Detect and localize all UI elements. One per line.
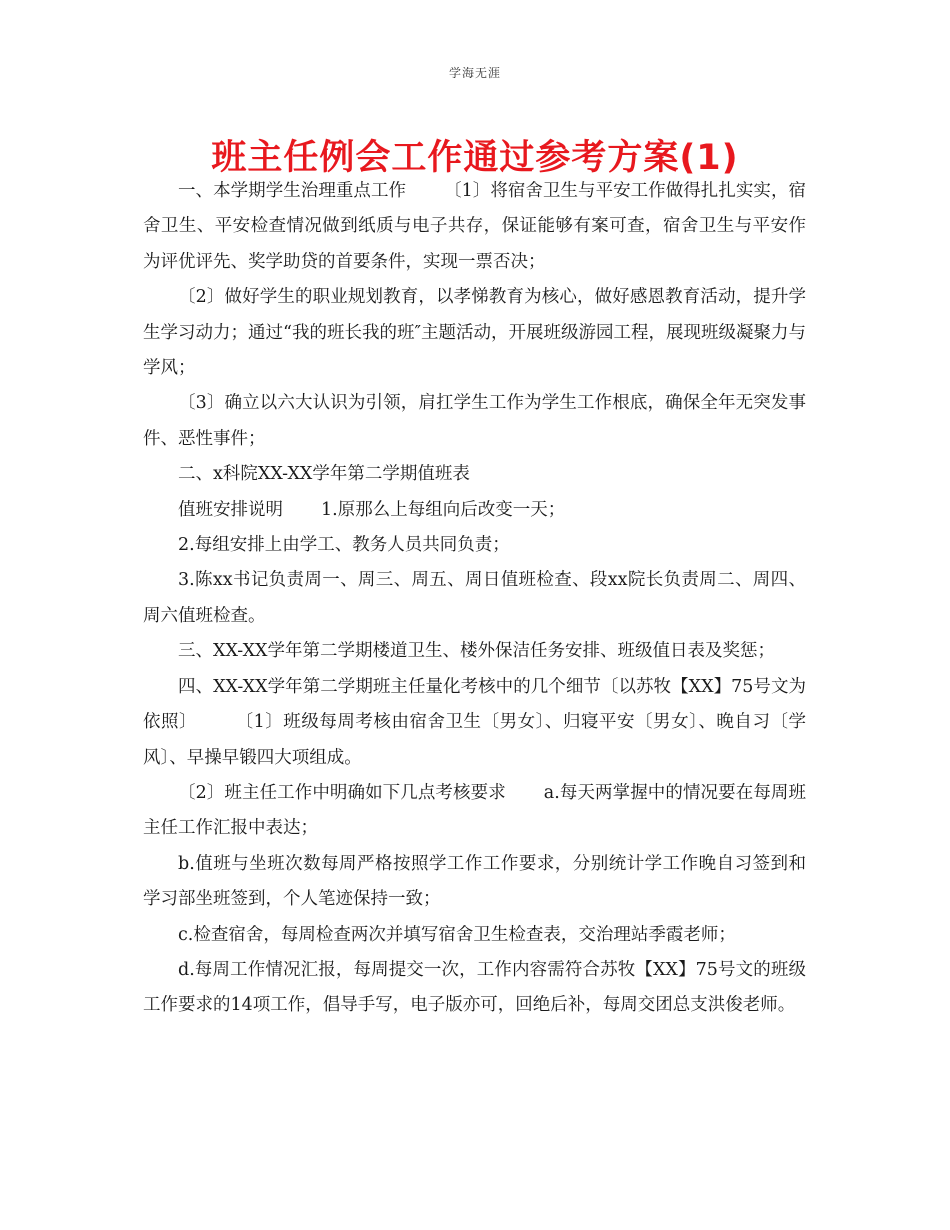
paragraph	[143, 280, 806, 386]
paragraph-lead: 一、本学期学生治理重点工作	[178, 181, 407, 201]
paragraph-text: 1.原那么上每组向后改变一天；	[321, 499, 566, 520]
paragraph-lead: 四、XX-XX学年第二学期班主任量化考核中的几个细节〔以苏牧【XX】75号文为依照〕	[143, 676, 806, 733]
paragraph-text: 3.陈xx书记负责周一、周三、周五、周日值班检查、段xx院长负责周二、周四、周六值班检查。	[143, 570, 806, 626]
paragraph-text: 〔1〕班级每周考核由宿舍卫生〔男女〕、归寝平安〔男女〕、晚自习〔学风〕、早操早锻四大项组成。	[143, 712, 806, 768]
paragraph	[143, 953, 806, 1024]
paragraph-text: c.检查宿舍，每周检查两次并填写宿舍卫生检查表，交治理站季霞老师；	[178, 924, 736, 945]
paragraph-lead: 值班安排说明	[178, 499, 283, 520]
paragraph-text: b.值班与坐班次数每周严格按照学工作工作要求，分别统计学工作晚自习签到和学习部坐班签到，个人笔迹保持一致；	[143, 853, 806, 910]
paragraph	[143, 776, 806, 847]
paragraph	[143, 386, 806, 457]
paragraph-text: 2.每组安排上由学工、教务人员共同负责；	[178, 535, 510, 556]
document-body	[143, 174, 806, 1024]
paragraph-text: 〔3〕确立以六大认识为引领，肩扛学生工作为学生工作根底，确保全年无突发事件、恶性事件；	[143, 393, 806, 449]
page-header: 学海无涯	[448, 66, 501, 80]
paragraph	[143, 918, 806, 953]
document-title: 班主任例会工作通过参考方案(1)	[211, 138, 739, 178]
paragraph	[143, 634, 806, 669]
paragraph	[143, 528, 806, 563]
paragraph-text: 三、XX-XX学年第二学期楼道卫生、楼外保洁任务安排、班级值日表及奖惩；	[178, 641, 775, 662]
paragraph	[143, 174, 806, 280]
paragraph	[143, 847, 806, 918]
paragraph	[143, 457, 806, 492]
paragraph-text: 二、x科院XX-XX学年第二学期值班表	[178, 464, 470, 485]
paragraph-text: 〔2〕做好学生的职业规划教育，以孝悌教育为核心，做好感恩教育活动，提升学生学习动力；通过“我的班长我的班″主题活动，开展班级游园工程，展现班级凝聚力与学风；	[143, 287, 806, 379]
paragraph-text: a.每天两掌握中的情况要在每周班主任工作汇报中表达；	[143, 782, 806, 839]
paragraph	[143, 493, 806, 528]
paragraph-text: 〔1〕将宿舍卫生与平安工作做得扎扎实实，宿舍卫生、平安检查情况做到纸质与电子共存，保证能够有案可查，宿舍卫生与平安作为评优评先、奖学助贷的首要条件，实现一票否决；	[143, 181, 807, 272]
paragraph-text: d.每周工作情况汇报，每周提交一次，工作内容需符合苏牧【XX】75号文的班级工作要求的14项工作，倡导手写，电子版亦可，回绝后补，每周交团总支洪俊老师。	[143, 959, 806, 1016]
paragraph	[143, 670, 806, 776]
paragraph	[143, 563, 806, 634]
paragraph-lead: 〔2〕班主任工作中明确如下几点考核要求	[178, 782, 506, 803]
